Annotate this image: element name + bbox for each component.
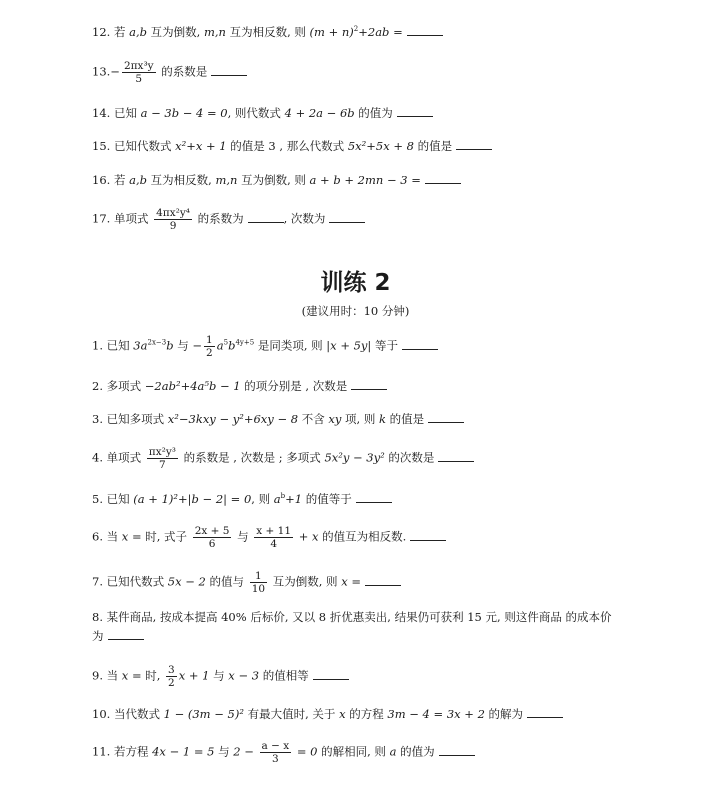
answer-blank[interactable] [248, 221, 284, 223]
answer-blank[interactable] [329, 221, 365, 223]
fraction: $\frac{\text{πx²y³}}{7}$ [148, 446, 176, 472]
answer-blank[interactable] [439, 754, 475, 756]
fraction: $\frac{3}{2}$ [168, 664, 175, 690]
answer-blank[interactable] [365, 584, 401, 586]
fraction: $\frac{\text{2πx³y}}{5}$ [123, 60, 154, 86]
question-1: 1. 已知 $3a^{2x-3}b$ 与 − $\frac{1}{2}$ $a^5b^{4y+5}$ 是同类项, 则 |x + 5y| 等于 [92, 334, 438, 359]
answer-blank[interactable] [407, 34, 443, 36]
question-7: 7. 已知代数式 5x − 2 的值与 $\frac{1}{10}$ 互为倒数, 则 x = [92, 570, 401, 595]
question-4: 4. 单项式 $\frac{\text{πx²y³}}{7}$ 的系数是 , 次数是 ; 多项式 5x²y − 3y² 的次数是 [92, 446, 474, 471]
answer-blank[interactable] [438, 460, 474, 462]
question-5: 5. 已知 (a + 1)²+|b − 2| = 0, 则 $a^b+1$ 的值等于 [92, 494, 392, 506]
fraction: $\frac{1}{10}$ [251, 570, 266, 596]
question-9: 9. 当 x = 时, $\frac{3}{2}$ x + 1 与 x − 3 的值相等 [92, 664, 349, 689]
answer-blank[interactable] [211, 74, 247, 76]
answer-blank[interactable] [527, 716, 563, 718]
section-subtitle: (建议用时：10 分钟) [301, 304, 410, 318]
fraction: $\frac{2x + 5}{6}$ [194, 525, 230, 551]
question-13: 13.− $\frac{\text{2πx³y}}{5}$ 的系数是 [92, 60, 247, 85]
answer-blank[interactable] [397, 115, 433, 117]
question-17: 17. 单项式 $\frac{\text{4πx²y⁴}}{9}$ 的系数为 , 次数为 [92, 207, 365, 232]
answer-blank[interactable] [428, 421, 464, 423]
question-12: 12. 若 a,b 互为倒数, m,n 互为相反数, 则 $(m + n)^2+2ab$ = [92, 27, 443, 39]
fraction: $\frac{\text{4πx²y⁴}}{9}$ [156, 207, 190, 233]
question-14: 14. 已知 a − 3b − 4 = 0, 则代数式 4 + 2a − 6b 的值为 [92, 108, 433, 120]
section-title: 训练 2 [320, 270, 391, 296]
question-3: 3. 已知多项式 x²−3kxy − y²+6xy − 8 不含 xy 项, 则 k 的值是 [92, 414, 464, 426]
answer-blank[interactable] [456, 148, 492, 150]
fraction: $\frac{1}{2}$ [206, 334, 213, 360]
question-11: 11. 若方程 4x − 1 = 5 与 2 − $\frac{a - x}{3}$ = 0 的解相同, 则 a 的值为 [92, 740, 475, 765]
answer-blank[interactable] [108, 638, 144, 640]
answer-blank[interactable] [402, 348, 438, 350]
question-8: 8. 某件商品, 按成本提高 40% 后标价, 又以 8 折优惠卖出, 结果仍可获利 15 元, 则这件商品 的成本价为 [92, 610, 612, 643]
question-2: 2. 多项式 −2ab²+4a⁵b − 1 的项分别是 , 次数是 [92, 381, 387, 393]
fraction: $\frac{x + 11}{4}$ [256, 525, 292, 551]
question-10: 10. 当代数式 1 − (3m − 5)² 有最大值时, 关于 x 的方程 3m − 4 = 3x + 2 的解为 [92, 709, 563, 721]
answer-blank[interactable] [313, 678, 349, 680]
question-6: 6. 当 x = 时, 式子 $\frac{2x + 5}{6}$ 与 $\frac{x + 11}{4}$ + x 的值互为相反数. [92, 525, 446, 550]
question-16: 16. 若 a,b 互为相反数, m,n 互为倒数, 则 a + b + 2mn − 3 = [92, 175, 461, 187]
fraction: $\frac{a - x}{3}$ [261, 740, 290, 766]
question-15: 15. 已知代数式 x²+x + 1 的值是 3 , 那么代数式 5x²+5x + 8 的值是 [92, 141, 492, 153]
answer-blank[interactable] [351, 388, 387, 390]
answer-blank[interactable] [410, 539, 446, 541]
answer-blank[interactable] [425, 182, 461, 184]
answer-blank[interactable] [356, 501, 392, 503]
